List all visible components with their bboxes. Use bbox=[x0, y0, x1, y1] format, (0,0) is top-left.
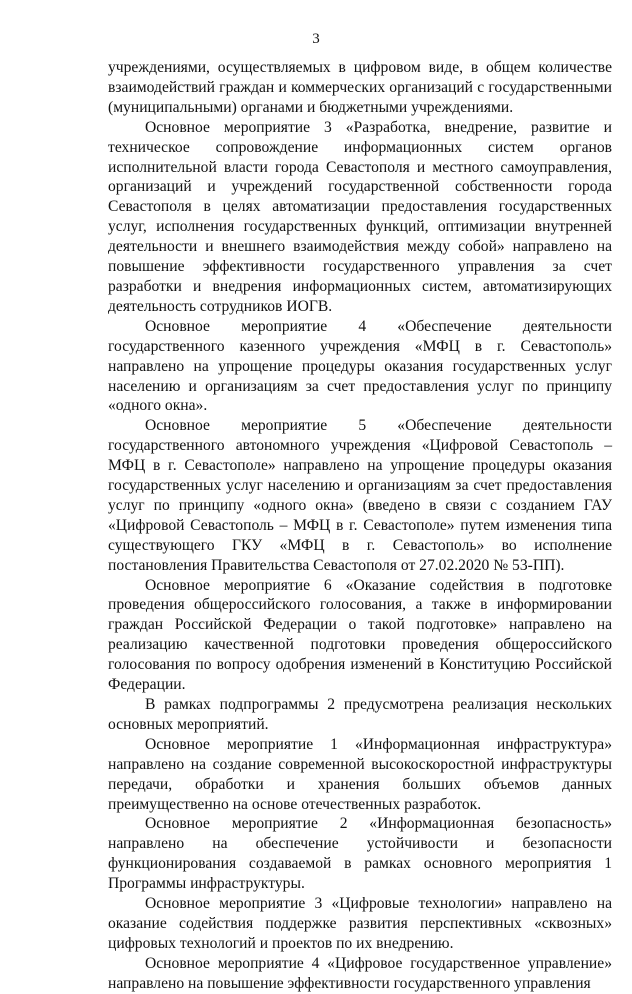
page-number: 3 bbox=[312, 31, 320, 47]
paragraph-measure-4: Основное мероприятие 4 «Обеспечение деятельности государственного казенного учреждения «МФЦ в г. Севастополь» направлено на упрощение процедуры оказания государственных услуг населению и организациям за счет предоставления услуг по принципу «одного окна». bbox=[108, 317, 612, 415]
paragraph-measure-5: Основное мероприятие 5 «Обеспечение деятельности государственного автономного учреждения «Цифровой Севастополь – МФЦ в г. Севастополе» направлено на упрощение процедуры оказания государственных услуг населению и организациям за счет предоставления услуг по принципу «одного окна» (введено в связи с созданием ГАУ «Цифровой Севастополь – МФЦ в г. Севастополе» путем изменения типа существующего ГКУ «МФЦ в г. Севастополь» во исполнение постановления Правительства Севастополя от 27.02.2020 № 53-ПП). bbox=[108, 417, 612, 574]
paragraph-sub2-measure-2: Основное мероприятие 2 «Информационная безопасность» направлено на обеспечение устойчивости и безопасности функционирования создаваемой в рамках основного мероприятия 1 Программы инфраструктуры. bbox=[108, 815, 612, 893]
document-body bbox=[108, 58, 612, 994]
paragraph-sub2-measure-3: Основное мероприятие 3 «Цифровые технологии» направлено на оказание содействия поддержке развития перспективных «сквозных» цифровых технологий и проектов по их внедрению. bbox=[108, 895, 612, 952]
paragraph-subprogram-2-intro: В рамках подпрограммы 2 предусмотрена реализация нескольких основных мероприятий. bbox=[108, 696, 612, 733]
paragraph-sub2-measure-1: Основное мероприятие 1 «Информационная инфраструктура» направлено на создание современной высокоскоростной инфраструктуры передачи, обработки и хранения больших объемов данных преимущественно на основе отечественных разработок. bbox=[108, 735, 612, 813]
paragraph-sub2-measure-4: Основное мероприятие 4 «Цифровое государственное управление» направлено на повышение эффективности государственного управления bbox=[108, 954, 612, 992]
paragraph-measure-3: Основное мероприятие 3 «Разработка, внедрение, развитие и техническое сопровождение информационных систем органов исполнительной власти города Севастополя и местного самоуправления, организаций и учреждений государственной собственности города Севастополя в целях автоматизации предоставления государственных услуг, исполнения государственных функций, оптимизации внутренней деятельности и внешнего взаимодействия между собой» направлено на повышение эффективности государственного управления за счет разработки и внедрения информационных систем, автоматизирующих деятельность сотрудников ИОГВ. bbox=[108, 118, 612, 315]
paragraph-measure-6: Основное мероприятие 6 «Оказание содействия в подготовке проведения общероссийского голосования, а также в информировании граждан Российской Федерации о такой подготовке» направлено на реализацию качественной подготовки проведения общероссийского голосования по вопросу одобрения изменений в Конституцию Российской Федерации. bbox=[108, 576, 612, 694]
paragraph-continuation: учреждениями, осуществляемых в цифровом виде, в общем количестве взаимодействий граждан и коммерческих организаций с государственными (муниципальными) органами и бюджетными учреждениями. bbox=[108, 59, 612, 116]
